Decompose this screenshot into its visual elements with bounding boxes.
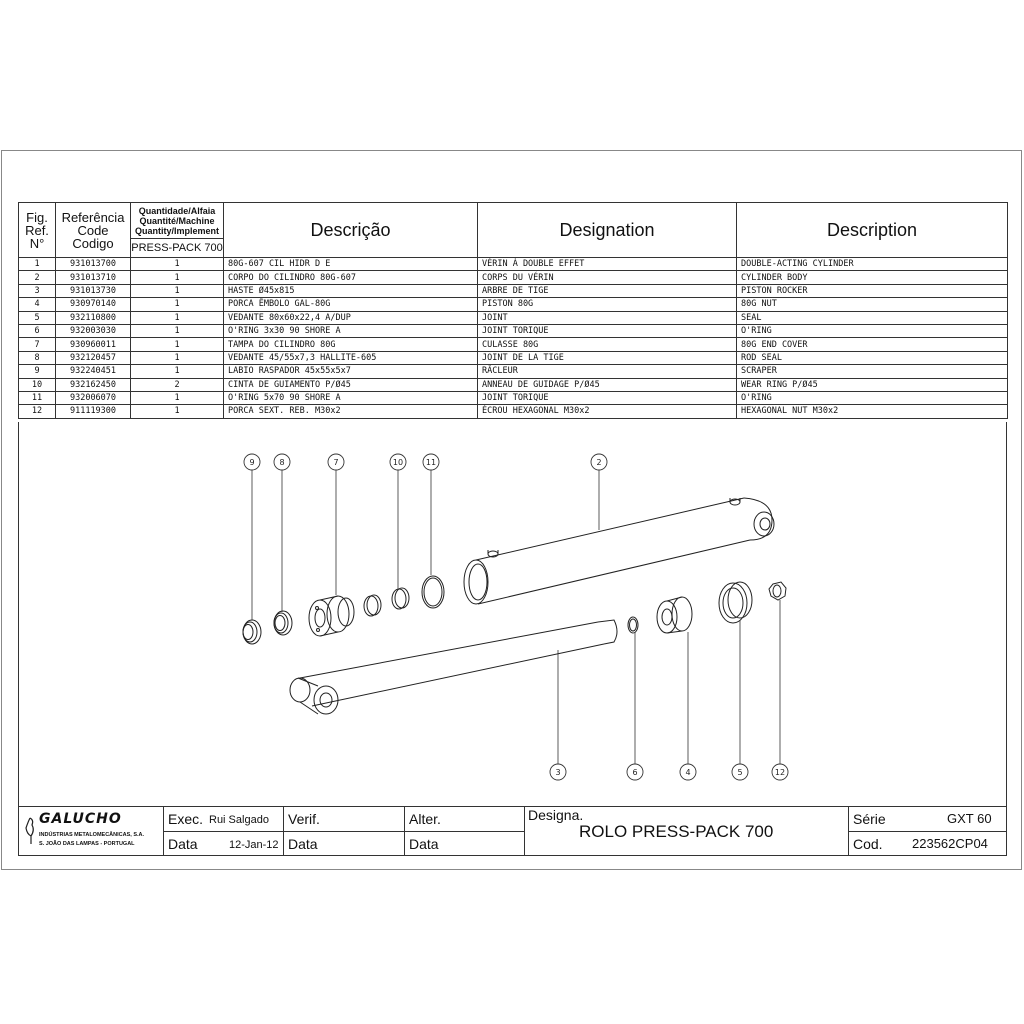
cod-label: Cod. [853, 836, 883, 852]
header-qty-line3: Quantity/Implement [134, 225, 219, 236]
table-row [19, 391, 1008, 404]
header-quantity [131, 203, 224, 258]
parts-table-header [19, 203, 1008, 258]
table-row [19, 365, 1008, 378]
row-code: 932240451 [56, 365, 131, 378]
row-description: O'RING [737, 324, 1008, 337]
row-description: SEAL [737, 311, 1008, 324]
row-qty: 1 [131, 365, 224, 378]
row-description: SCRAPER [737, 365, 1008, 378]
serie-value: GXT 60 [947, 811, 992, 826]
header-fig-ref-line1: Fig. [26, 209, 48, 225]
row-ref: 2 [19, 271, 56, 284]
callout-label-12: 12 [774, 768, 786, 777]
row-ref: 12 [19, 405, 56, 418]
row-descricao: CORPO DO CILINDRO 80G-607 [224, 271, 478, 284]
row-description: WEAR RING P/Ø45 [737, 378, 1008, 391]
verif-date-label: Data [288, 836, 318, 852]
designation-label: Designa. [528, 807, 584, 823]
row-descricao: TAMPA DO CILINDRO 80G [224, 338, 478, 351]
row-description: O'RING [737, 391, 1008, 404]
header-fig-ref-line3: N° [29, 235, 45, 251]
row-code: 930960011 [56, 338, 131, 351]
header-designation: Designation [478, 203, 737, 258]
row-descricao: O'RING 5x70 90 SHORE A [224, 391, 478, 404]
row-description: ROD SEAL [737, 351, 1008, 364]
row-ref: 7 [19, 338, 56, 351]
row-ref: 8 [19, 351, 56, 364]
row-qty: 1 [131, 391, 224, 404]
row-description: DOUBLE-ACTING CYLINDER [737, 258, 1008, 271]
table-row [19, 338, 1008, 351]
header-code-line3: Codigo [72, 235, 114, 251]
company-line-1: INDÚSTRIAS METALOMECÂNICAS, S.A. [39, 832, 145, 838]
table-row [19, 405, 1008, 418]
row-ref: 10 [19, 378, 56, 391]
serie-label: Série [853, 811, 886, 827]
callout-label-7: 7 [333, 458, 339, 467]
company-name: GALUCHO [39, 811, 122, 827]
header-qty-line1: Quantidade/Alfaia [138, 205, 216, 216]
row-descricao: PORCA SEXT. REB. M30x2 [224, 405, 478, 418]
table-row [19, 271, 1008, 284]
row-descricao: HASTE Ø45x815 [224, 284, 478, 297]
row-descricao: VEDANTE 80x60x22,4 A/DUP [224, 311, 478, 324]
row-qty: 1 [131, 311, 224, 324]
row-code: 911119300 [56, 405, 131, 418]
title-block [18, 806, 1007, 856]
row-qty: 2 [131, 378, 224, 391]
row-descricao: PORCA ÊMBOLO GAL-80G [224, 298, 478, 311]
row-descricao: O'RING 3x30 90 SHORE A [224, 324, 478, 337]
row-code: 932006070 [56, 391, 131, 404]
header-qty-machine: PRESS-PACK 700 [131, 241, 223, 254]
company-line-2: S. JOÃO DAS LAMPAS - PORTUGAL [39, 841, 135, 847]
table-row [19, 284, 1008, 297]
row-qty: 1 [131, 338, 224, 351]
row-ref: 5 [19, 311, 56, 324]
callout-label-8: 8 [279, 458, 285, 467]
row-ref: 3 [19, 284, 56, 297]
header-fig-ref-line2: Ref. [25, 222, 49, 238]
company-logo [23, 810, 161, 854]
header-code [56, 203, 131, 258]
callout-label-2: 2 [596, 458, 602, 467]
table-row [19, 351, 1008, 364]
row-code: 932162450 [56, 378, 131, 391]
header-descricao: Descrição [224, 203, 478, 258]
table-row [19, 311, 1008, 324]
row-designation: RÂCLEUR [478, 365, 737, 378]
row-designation: JOINT TORIQUE [478, 324, 737, 337]
row-descricao: CINTA DE GUIAMENTO P/Ø45 [224, 378, 478, 391]
exec-value: Rui Salgado [209, 814, 269, 826]
row-ref: 11 [19, 391, 56, 404]
row-designation: JOINT TORIQUE [478, 391, 737, 404]
row-descricao: LABIO RASPADOR 45x55x5x7 [224, 365, 478, 378]
row-designation: JOINT [478, 311, 737, 324]
cod-value: 223562CP04 [912, 836, 988, 851]
row-qty: 1 [131, 284, 224, 297]
exec-date-label: Data [168, 836, 198, 852]
header-code-line1: Referência [61, 209, 125, 225]
table-row [19, 378, 1008, 391]
row-designation: ARBRE DE TIGE [478, 284, 737, 297]
row-code: 931013700 [56, 258, 131, 271]
header-description: Description [737, 203, 1008, 258]
row-description: HEXAGONAL NUT M30x2 [737, 405, 1008, 418]
callout-label-10: 10 [392, 458, 404, 467]
row-descricao: 80G-607 CIL HIDR D E [224, 258, 478, 271]
callout-label-5: 5 [737, 768, 743, 777]
row-code: 931013730 [56, 284, 131, 297]
callout-label-11: 11 [425, 458, 437, 467]
parts-table-body [19, 258, 1008, 419]
exec-date-value: 12-Jan-12 [229, 839, 279, 851]
drawing-area [18, 422, 1007, 806]
row-code: 930970140 [56, 298, 131, 311]
table-row [19, 258, 1008, 271]
row-ref: 6 [19, 324, 56, 337]
row-description: 80G END COVER [737, 338, 1008, 351]
row-designation: CORPS DU VÉRIN [478, 271, 737, 284]
header-qty-line2: Quantité/Machine [139, 215, 215, 226]
alter-label: Alter. [409, 811, 441, 827]
table-row [19, 324, 1008, 337]
alter-date-label: Data [409, 836, 439, 852]
row-qty: 1 [131, 298, 224, 311]
row-qty: 1 [131, 258, 224, 271]
row-ref: 9 [19, 365, 56, 378]
row-designation: CULASSE 80G [478, 338, 737, 351]
row-code: 932110800 [56, 311, 131, 324]
row-ref: 4 [19, 298, 56, 311]
callout-label-4: 4 [685, 768, 691, 777]
exec-label: Exec. [168, 811, 204, 827]
row-descricao: VEDANTE 45/55x7,3 HALLITE-605 [224, 351, 478, 364]
row-designation: JOINT DE LA TIGE [478, 351, 737, 364]
row-designation: PISTON 80G [478, 298, 737, 311]
row-code: 932003030 [56, 324, 131, 337]
bird-emblem-icon [23, 816, 37, 846]
callout-label-6: 6 [632, 768, 638, 777]
row-qty: 1 [131, 351, 224, 364]
row-description: CYLINDER BODY [737, 271, 1008, 284]
row-code: 932120457 [56, 351, 131, 364]
row-qty: 1 [131, 324, 224, 337]
designation-value: ROLO PRESS-PACK 700 [579, 822, 774, 841]
callout-label-9: 9 [249, 458, 255, 467]
row-ref: 1 [19, 258, 56, 271]
row-designation: ANNEAU DE GUIDAGE P/Ø45 [478, 378, 737, 391]
verif-label: Verif. [288, 811, 320, 827]
callout-label-3: 3 [555, 768, 561, 777]
row-code: 931013710 [56, 271, 131, 284]
header-fig-ref [19, 203, 56, 258]
row-description: PISTON ROCKER [737, 284, 1008, 297]
header-code-line2: Code [77, 222, 109, 238]
row-description: 80G NUT [737, 298, 1008, 311]
row-qty: 1 [131, 405, 224, 418]
parts-table [18, 202, 1008, 419]
row-designation: VÉRIN À DOUBLE EFFET [478, 258, 737, 271]
row-qty: 1 [131, 271, 224, 284]
row-designation: ÉCROU HEXAGONAL M30x2 [478, 405, 737, 418]
table-row [19, 298, 1008, 311]
